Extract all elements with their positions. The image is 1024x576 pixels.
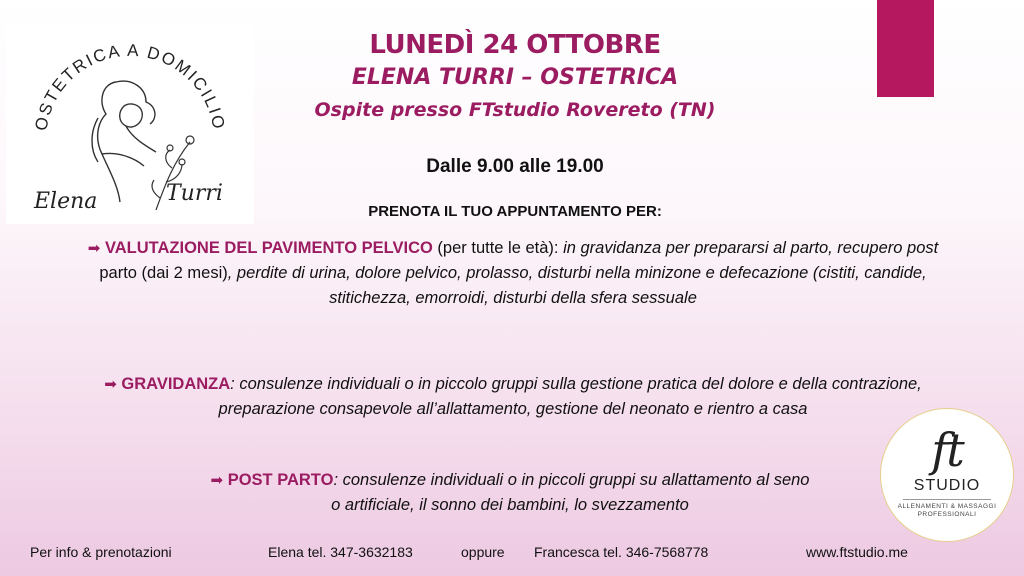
service-detail: : consulenze individuali o in piccoli gruppi su allattamento al seno bbox=[333, 471, 810, 489]
ostetrica-logo-graphic bbox=[6, 22, 254, 224]
pointing-hand-icon: ➡ bbox=[210, 472, 224, 489]
footer-info: Per info & prenotazioni bbox=[30, 544, 172, 560]
ftstudio-logo bbox=[880, 408, 1014, 542]
booking-cta: PRENOTA IL TUO APPUNTAMENTO PER: bbox=[368, 203, 662, 220]
footer-or: oppure bbox=[461, 544, 505, 560]
ftstudio-mark: ft bbox=[931, 423, 963, 477]
service-pelvic-floor bbox=[18, 236, 1008, 311]
footer-website-link[interactable]: www.ftstudio.me bbox=[806, 544, 908, 560]
service-postpartum bbox=[150, 468, 870, 518]
guest-location: Ospite presso FTstudio Rovereto (TN) bbox=[314, 99, 716, 121]
service-title: POST PARTO bbox=[227, 471, 334, 489]
ftstudio-tagline: ALLENAMENTI & MASSAGGI PROFESSIONALI bbox=[897, 503, 997, 518]
pointing-hand-icon: ➡ bbox=[104, 376, 117, 393]
logo-arc-text: OSTETRICA A DOMICILIO bbox=[31, 40, 229, 133]
service-detail: stitichezza, emorroidi, disturbi della sfera sessuale bbox=[329, 289, 697, 307]
event-date: LUNEDÌ 24 OTTOBRE bbox=[369, 30, 661, 60]
service-detail-plain: parto (dai 2 mesi) bbox=[99, 264, 228, 282]
service-title: VALUTAZIONE DEL PAVIMENTO PELVICO bbox=[104, 239, 433, 257]
corner-accent-bar bbox=[877, 0, 934, 97]
mother-baby-illustration bbox=[92, 81, 156, 202]
ftstudio-divider bbox=[903, 499, 991, 500]
service-detail: preparazione consapevole all’allattamento, gestione del neonato e rientro a casa bbox=[218, 400, 808, 418]
service-note: (per tutte le età): bbox=[432, 239, 564, 257]
ftstudio-name: STUDIO bbox=[913, 477, 981, 494]
footer-phone-elena[interactable]: Elena tel. 347-3632183 bbox=[268, 544, 413, 560]
service-pregnancy bbox=[18, 372, 1008, 422]
service-detail: o artificiale, il sonno dei bambini, lo svezzamento bbox=[331, 496, 689, 514]
service-detail: : consulenze individuali o in piccolo gruppi sulla gestione pratica del dolore e della contrazione, bbox=[230, 375, 922, 393]
service-detail: in gravidanza per prepararsi al parto, recupero post bbox=[563, 239, 939, 257]
service-detail: , perdite di urina, dolore pelvico, prolasso, disturbi nella minizone e defecazione (cistiti, candide, bbox=[227, 264, 927, 282]
presenter-name: ELENA TURRI – OSTETRICA bbox=[351, 65, 679, 90]
service-title: GRAVIDANZA bbox=[121, 375, 231, 393]
footer-phone-francesca[interactable]: Francesca tel. 346-7568778 bbox=[534, 544, 709, 560]
opening-hours: Dalle 9.00 alle 19.00 bbox=[426, 156, 604, 177]
ostetrica-logo bbox=[6, 22, 254, 224]
pointing-hand-icon: ➡ bbox=[87, 240, 101, 257]
logo-last-name: Turri bbox=[166, 181, 223, 206]
logo-first-name: Elena bbox=[34, 189, 98, 214]
